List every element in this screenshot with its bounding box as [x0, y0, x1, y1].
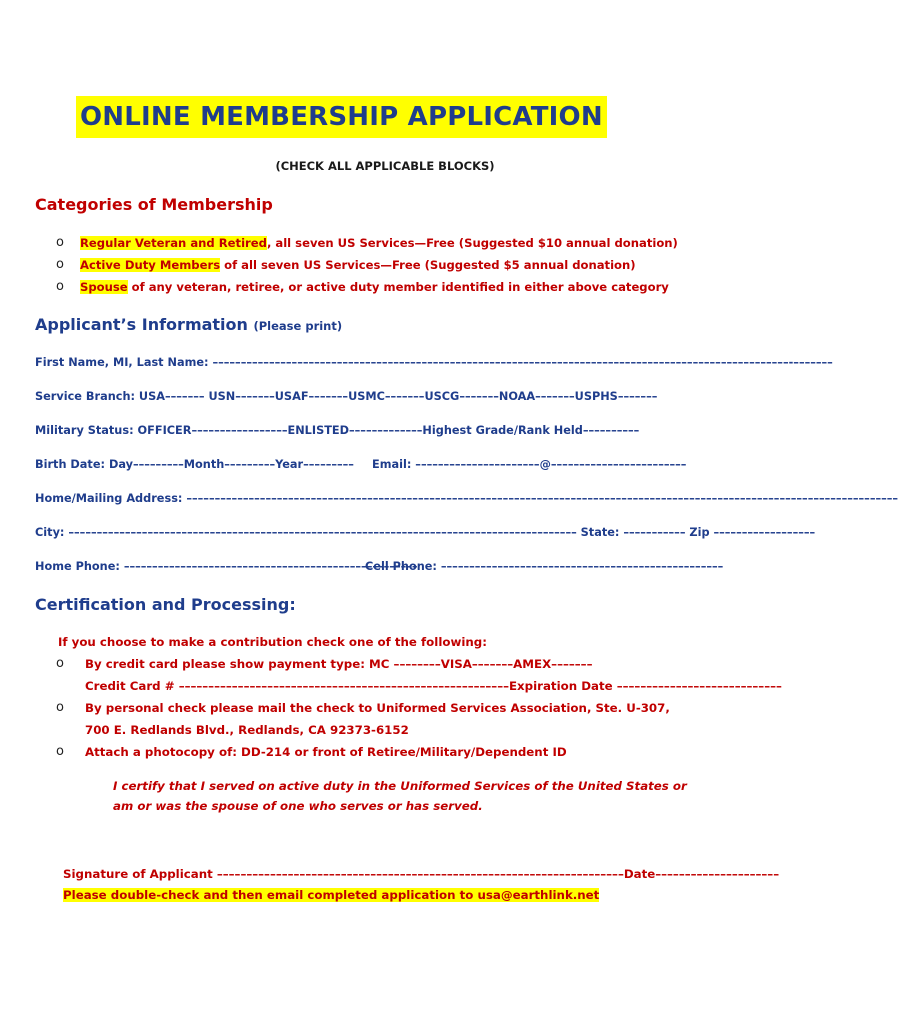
home-phone-field[interactable]: Home Phone: ––––––––––––––––––––––––––––––––––––––––––––––––––––: [35, 560, 418, 573]
certification-statement-line2: am or was the spouse of one who serves or has served.: [113, 799, 483, 813]
email-instructions-text: Please double-check and then email completed application to usa@earthlink.net: [63, 888, 600, 902]
category-spouse: [80, 280, 669, 294]
mailing-address: 700 E. Redlands Blvd., Redlands, CA 92373-6152: [85, 723, 409, 737]
address-field[interactable]: Home/Mailing Address: ––––––––––––––––––––––––––––––––––––––––––––––––––––––––––––––––––––––––––––––––––––––––––––––––––––––––––––––––––––––––––––––: [35, 492, 898, 505]
bullet-icon[interactable]: o: [56, 700, 64, 715]
city-state-zip-field[interactable]: City: –––––––––––––––––––––––––––––––––––––––––––––––––––––––––––––––––––––––––––––––––––––––––– State: ––––––––––– Zip ––––––––––––––––––: [35, 526, 816, 539]
photocopy-option: Attach a photocopy of: DD-214 or front of Retiree/Military/Dependent ID: [85, 745, 567, 759]
category-active-duty-label: Active Duty Members: [80, 258, 221, 272]
contribution-intro: If you choose to make a contribution check one of the following:: [58, 635, 487, 649]
certification-statement-line1: I certify that I served on active duty in the Uniformed Services of the United States or: [113, 779, 687, 793]
applicant-heading: [35, 315, 342, 334]
credit-card-number-field[interactable]: Credit Card # ––––––––––––––––––––––––––––––––––––––––––––––––––––––––Expiration Date ––––––––––––––––––––––––––––: [85, 679, 782, 693]
cell-phone-field[interactable]: Cell Phone: ––––––––––––––––––––––––––––––––––––––––––––––––––: [365, 560, 724, 573]
bullet-icon[interactable]: o: [56, 279, 64, 294]
applicant-heading-note: (Please print): [253, 319, 343, 333]
category-active-duty: [80, 258, 636, 272]
service-branch-field[interactable]: Service Branch: USA––––––– USN–––––––USAF–––––––USMC–––––––USCG–––––––NOAA–––––––USPHS–––––––: [35, 390, 658, 403]
email-field[interactable]: Email: ––––––––––––––––––––––@––––––––––––––––––––––––: [372, 458, 687, 471]
military-status-field[interactable]: Military Status: OFFICER–––––––––––––––––ENLISTED–––––––––––––Highest Grade/Rank Held––––––––––: [35, 424, 640, 437]
category-regular-veteran-label: Regular Veteran and Retired: [80, 236, 267, 250]
categories-heading: Categories of Membership: [35, 195, 273, 214]
name-field[interactable]: First Name, MI, Last Name: ––––––––––––––––––––––––––––––––––––––––––––––––––––––––––––––––––––––––––––––––––––––––––––––––––––––-–––––––: [35, 356, 833, 369]
bullet-icon[interactable]: o: [56, 235, 64, 250]
certification-heading: Certification and Processing:: [35, 595, 296, 614]
bullet-icon[interactable]: o: [56, 257, 64, 272]
credit-card-option[interactable]: By credit card please show payment type: MC ––––––––VISA–––––––AMEX–––––––: [85, 657, 593, 671]
category-active-duty-desc: of all seven US Services—Free (Suggested $5 annual donation): [220, 258, 636, 272]
category-regular-veteran-desc: , all seven US Services—Free (Suggested $10 annual donation): [266, 236, 678, 250]
birth-date-field[interactable]: Birth Date: Day–––––––––Month–––––––––Year–––––––––: [35, 458, 354, 471]
category-spouse-label: Spouse: [80, 280, 128, 294]
bullet-icon[interactable]: o: [56, 656, 64, 671]
category-regular-veteran: [80, 236, 678, 250]
page-title: ONLINE MEMBERSHIP APPLICATION: [76, 96, 607, 138]
applicant-heading-text: Applicant’s Information: [35, 315, 248, 334]
bullet-icon[interactable]: o: [56, 744, 64, 759]
signature-field[interactable]: Signature of Applicant –––––––––––––––––––––––––––––––––––––––––––––––––––––––––––––––––––––Date–––––––––––––––––––––: [63, 867, 780, 881]
category-spouse-desc: of any veteran, retiree, or active duty member identified in either above category: [127, 280, 669, 294]
page-subtitle: (CHECK ALL APPLICABLE BLOCKS): [275, 159, 495, 173]
email-instructions: [63, 888, 599, 902]
personal-check-option: By personal check please mail the check to Uniformed Services Association, Ste. U-307,: [85, 701, 670, 715]
